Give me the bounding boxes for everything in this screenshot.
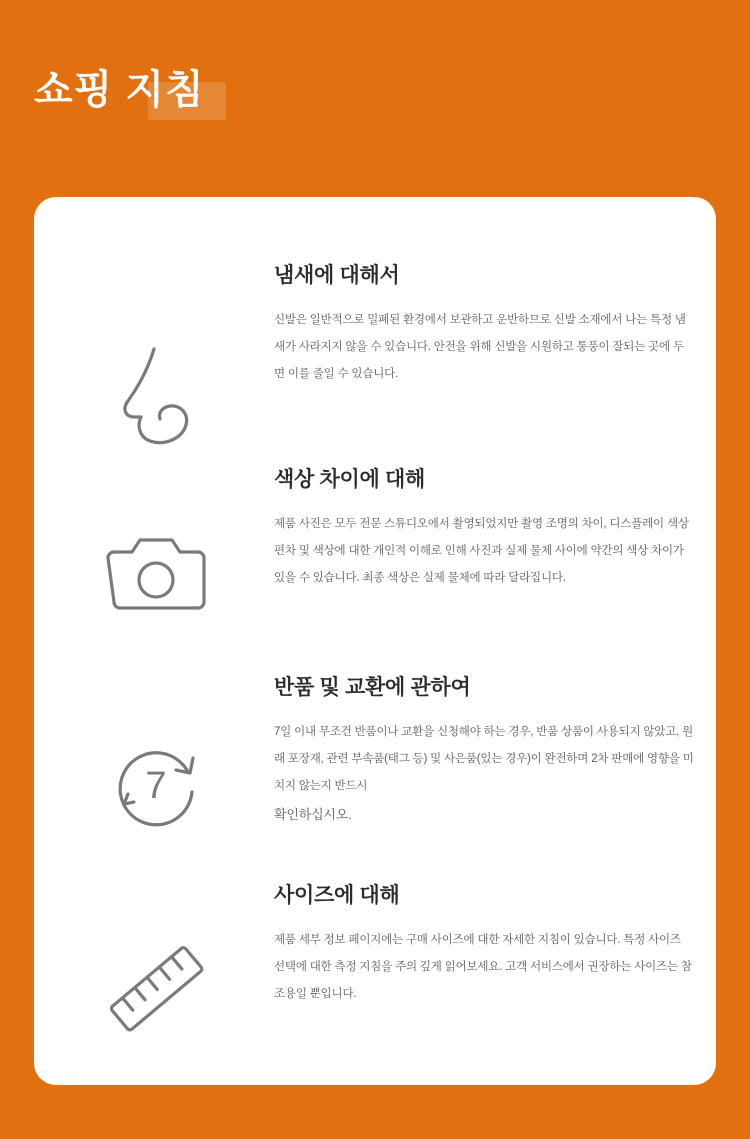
svg-text:7: 7: [145, 765, 167, 807]
section-body-emphasis: 확인하십시오.: [274, 807, 352, 823]
section-title: 사이즈에 대해: [274, 884, 400, 907]
section-body: 제품 세부 정보 페이지에는 구매 사이즈에 대한 자세한 지침이 있습니다. 특정 사이즈 선택에 대한 측정 지침을 주의 깊게 읽어보세요. 고객 서비스에서 권장하는 사이즈는 참조용일 뿐입니다.: [274, 934, 692, 1001]
section-body: 7일 이내 무조건 반품이나 교환을 신청해야 하는 경우, 반품 상품이 사용되지 않았고, 원래 포장재, 관련 부속품(태그 등) 및 사은품(있는 경우)이 완전하며 2차 판매에 영향을 미치지 않는지 반드시: [274, 726, 694, 793]
section-body: 제품 사진은 모두 전문 스튜디오에서 촬영되었지만 촬영 조명의 차이, 디스플레이 색상 편차 및 색상에 대한 개인적 이해로 인해 사진과 실제 물체 사이에 약간의 색상 차이가 있을 수 있습니다. 최종 색상은 실제 물체에 따라 달라집니다.: [274, 518, 689, 585]
return-7day-icon: [76, 729, 236, 839]
page-title: 쇼핑 지침: [34, 68, 205, 112]
section-title: 반품 및 교환에 관하여: [274, 676, 471, 699]
section-title: 냄새에 대해서: [274, 264, 400, 287]
ruler-icon: [76, 933, 236, 1043]
section-smell-text: [274, 259, 694, 388]
guide-card: [34, 197, 716, 1085]
section-size-text: [274, 879, 694, 1008]
section-returns-text: [274, 671, 694, 831]
section-color-text: [274, 463, 694, 592]
section-title: 색상 차이에 대해: [274, 468, 425, 491]
nose-icon: [76, 343, 236, 453]
camera-icon: [76, 521, 236, 631]
section-body: 신발은 일반적으로 밀폐된 환경에서 보관하고 운반하므로 신발 소재에서 나는 특정 냄새가 사라지지 않을 수 있습니다. 안전을 위해 신발을 시원하고 통풍이 잘되는 곳에 두면 이를 줄일 수 있습니다.: [274, 314, 686, 381]
